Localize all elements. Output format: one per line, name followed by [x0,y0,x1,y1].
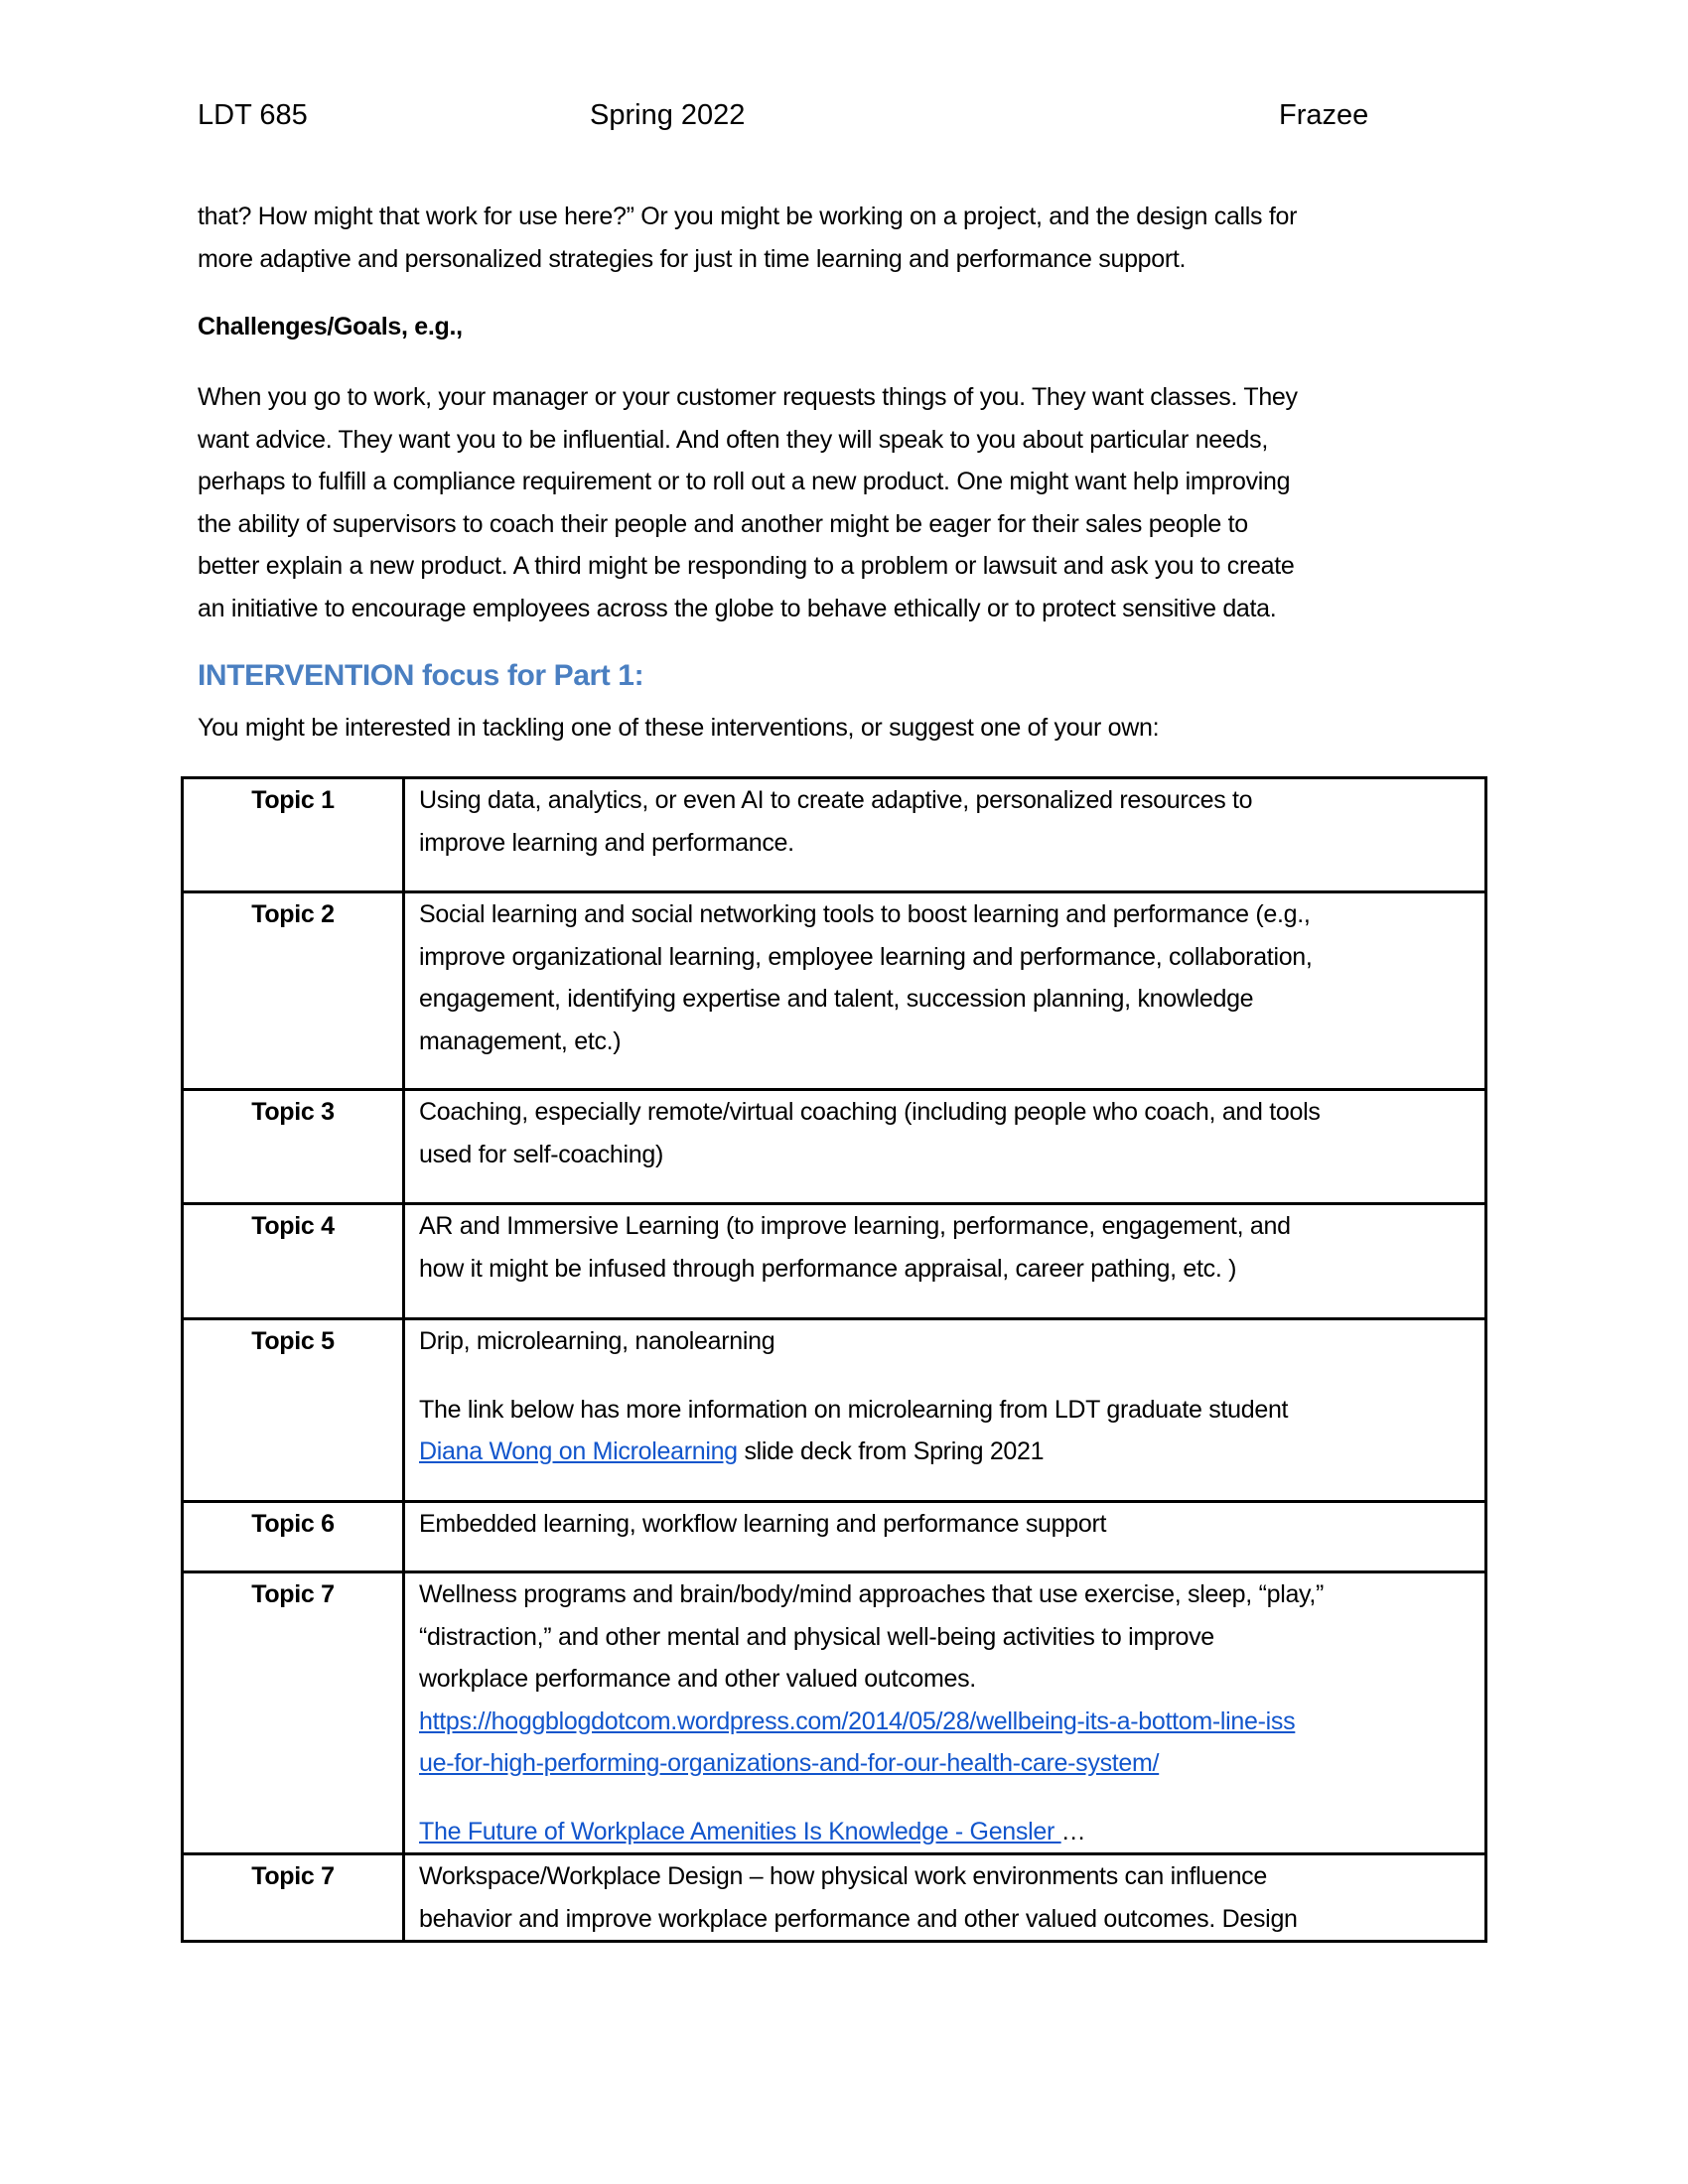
text-segment: improve organizational learning, employee learning and performance, collaboration, [419,942,1313,971]
text-line [419,893,1484,936]
text-segment: Using data, analytics, or even AI to create adaptive, personalized resources to [419,786,1253,814]
resource-link[interactable]: The Future of Workplace Amenities Is Knowledge - Gensler [419,1817,1061,1845]
topics-table [181,776,1487,1943]
table-row [183,1204,1486,1319]
text-segment: Coaching, especially remote/virtual coaching (including people who coach, and tools [419,1098,1321,1126]
text-segment: workplace performance and other valued outcomes. [419,1665,976,1693]
intervention-heading: INTERVENTION focus for Part 1: [198,659,644,692]
text-line [419,1573,1484,1616]
text-line [419,1898,1484,1941]
table-row [183,1854,1486,1942]
topic-label: Topic 6 [183,1502,404,1572]
text-line: perhaps to fulfill a compliance requirement or to roll out a new product. One might want help improving [198,468,1291,495]
table-row [183,1090,1486,1204]
text-line [419,1205,1484,1248]
topic-description [404,892,1486,1090]
text-line: that? How might that work for use here?” Or you might be working on a project, and the design calls for [198,203,1298,230]
text-line: want advice. They want you to be influential. And often they will speak to you about particular needs, [198,425,1268,454]
text-line: an initiative to encourage employees across the globe to behave ethically or to protect sensitive data. [198,594,1277,622]
topic-description [404,1572,1486,1854]
intro-paragraph [198,196,1297,280]
topic-description [404,778,1486,892]
topic-label: Topic 7 [183,1854,404,1942]
topic-label: Topic 3 [183,1090,404,1204]
topic-description [404,1502,1486,1572]
resource-link[interactable]: https://hoggblogdotcom.wordpress.com/2014/05/28/wellbeing-its-a-bottom-line-iss [419,1706,1296,1735]
challenges-heading: Challenges/Goals, e.g., [198,313,463,341]
topic-label: Topic 7 [183,1572,404,1854]
text-segment: slide deck from Spring 2021 [737,1437,1045,1465]
text-line [419,1701,1484,1743]
text-segment: management, etc.) [419,1026,622,1055]
text-segment: improve learning and performance. [419,828,794,857]
header-course: LDT 685 [198,99,308,131]
table-row [183,892,1486,1090]
table-row [183,778,1486,892]
text-line [419,1021,1484,1063]
text-segment: AR and Immersive Learning (to improve learning, performance, engagement, and [419,1212,1291,1240]
text-segment: “distraction,” and other mental and physical well-being activities to improve [419,1622,1214,1651]
topic-description [404,1090,1486,1204]
spacer [419,1785,1484,1811]
resource-link[interactable]: Diana Wong on Microlearning [419,1437,738,1465]
text-segment: Drip, microlearning, nanolearning [419,1327,775,1355]
topic-description [404,1204,1486,1319]
text-line [419,1811,1484,1853]
text-segment: behavior and improve workplace performance and other valued outcomes. Design [419,1904,1298,1933]
table-row [183,1319,1486,1502]
text-line [419,822,1484,865]
text-segment: Wellness programs and brain/body/mind approaches that use exercise, sleep, “play,” [419,1580,1325,1608]
text-line: When you go to work, your manager or your customer requests things of you. They want classes. They [198,383,1298,411]
intervention-subtitle: You might be interested in tackling one of these interventions, or suggest one of your own: [198,714,1160,742]
resource-link[interactable]: ue-for-high-performing-organizations-and-for-our-health-care-system/ [419,1749,1160,1777]
text-line [419,1503,1484,1546]
topic-description [404,1319,1486,1502]
text-line [419,1855,1484,1898]
challenges-paragraph [198,376,1298,629]
text-segment: engagement, identifying expertise and talent, succession planning, knowledge [419,985,1254,1013]
text-line [419,1248,1484,1291]
text-segment: Embedded learning, workflow learning and performance support [419,1510,1107,1538]
table-row [183,1502,1486,1572]
text-line [419,1389,1484,1432]
text-segment: Social learning and social networking tools to boost learning and performance (e.g., [419,900,1311,928]
table-row [183,1572,1486,1854]
text-segment: The link below has more information on microlearning from LDT graduate student [419,1395,1289,1424]
text-segment: Workspace/Workplace Design – how physical work environments can influence [419,1862,1267,1890]
text-line [419,1658,1484,1701]
text-line [419,978,1484,1021]
topic-description [404,1854,1486,1942]
topic-label: Topic 4 [183,1204,404,1319]
header-term: Spring 2022 [590,99,746,131]
text-line: the ability of supervisors to coach their people and another might be eager for their sales people to [198,509,1248,538]
text-segment: how it might be infused through performance appraisal, career pathing, etc. ) [419,1254,1237,1283]
topic-label: Topic 5 [183,1319,404,1502]
topic-label: Topic 2 [183,892,404,1090]
text-line [419,1742,1484,1785]
text-line [419,1134,1484,1176]
text-line [419,1091,1484,1134]
text-line [419,1431,1484,1473]
text-line [419,779,1484,822]
topic-label: Topic 1 [183,778,404,892]
text-line: more adaptive and personalized strategies for just in time learning and performance support. [198,244,1187,273]
text-segment: used for self-coaching) [419,1140,664,1168]
text-line [419,936,1484,979]
text-segment: … [1060,1817,1086,1845]
text-line [419,1320,1484,1363]
text-line: better explain a new product. A third might be responding to a problem or lawsuit and ask you to create [198,552,1295,580]
text-line [419,1616,1484,1659]
header-instructor: Frazee [1279,99,1369,131]
spacer [419,1363,1484,1389]
